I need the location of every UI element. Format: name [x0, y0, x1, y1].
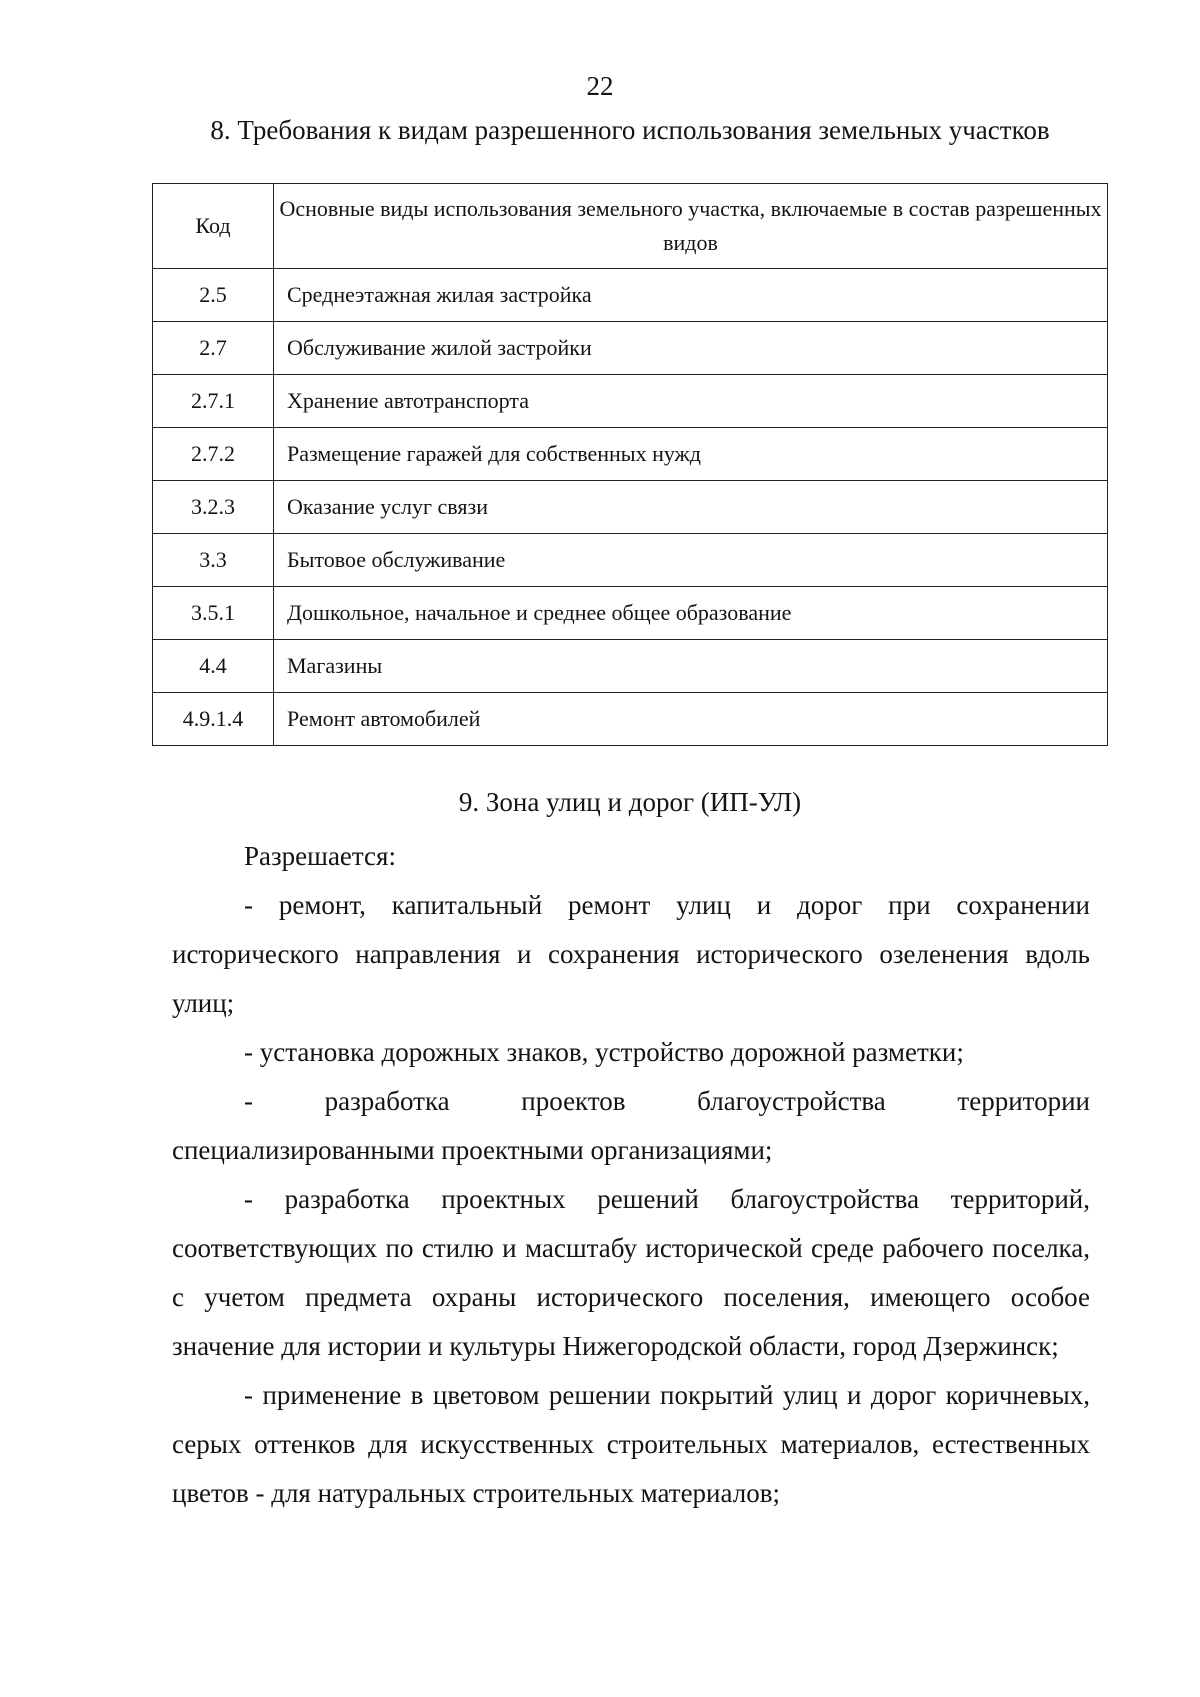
- column-header-description: Основные виды использования земельного участка, включаемые в состав разрешенных видов: [274, 184, 1108, 269]
- permission-item: - разработка проектов благоустройства территории специализированными проектными организациями;: [172, 1086, 1090, 1165]
- table-row: [153, 375, 1108, 428]
- section-8-title: 8. Требования к видам разрешенного использования земельных участков: [210, 115, 1050, 145]
- table-row: [153, 322, 1108, 375]
- row-code: 2.7.1: [153, 375, 274, 428]
- row-code: 2.7: [153, 322, 274, 375]
- page-number: 22: [586, 71, 614, 101]
- permitted-uses-table: [152, 183, 1108, 746]
- row-code: 2.7.2: [153, 428, 274, 481]
- row-description: Дошкольное, начальное и среднее общее образование: [274, 587, 1108, 640]
- table-row: [153, 269, 1108, 322]
- row-code: 4.9.1.4: [153, 693, 274, 746]
- row-code: 3.5.1: [153, 587, 274, 640]
- section-9-body: [172, 832, 1090, 1518]
- row-description: Бытовое обслуживание: [274, 534, 1108, 587]
- row-description: Оказание услуг связи: [274, 481, 1108, 534]
- row-code: 2.5: [153, 269, 274, 322]
- row-description: Магазины: [274, 640, 1108, 693]
- row-description: Хранение автотранспорта: [274, 375, 1108, 428]
- row-description: Размещение гаражей для собственных нужд: [274, 428, 1108, 481]
- table-row: [153, 428, 1108, 481]
- row-description: Ремонт автомобилей: [274, 693, 1108, 746]
- row-description: Обслуживание жилой застройки: [274, 322, 1108, 375]
- table-header-row: [153, 184, 1108, 269]
- table-row: [153, 534, 1108, 587]
- permission-item: - ремонт, капитальный ремонт улиц и дорог при сохранении исторического направления и сохранения исторического озеленения вдоль улиц;: [172, 890, 1090, 1018]
- permission-item: - применение в цветовом решении покрытий улиц и дорог коричневых, серых оттенков для искусственных строительных материалов, естественных цветов - для натуральных строительных материалов;: [172, 1380, 1090, 1508]
- permission-intro: Разрешается:: [244, 841, 396, 871]
- table-row: [153, 693, 1108, 746]
- permission-item: - разработка проектных решений благоустройства территорий, соответствующих по стилю и масштабу исторической среде рабочего поселка, с учетом предмета охраны исторического поселения, имеющего особое значение для истории и культуры Нижегородской области, город Дзержинск;: [172, 1184, 1090, 1361]
- row-code: 3.3: [153, 534, 274, 587]
- column-header-code: Код: [153, 184, 274, 269]
- table-row: [153, 587, 1108, 640]
- row-code: 4.4: [153, 640, 274, 693]
- table-row: [153, 481, 1108, 534]
- row-code: 3.2.3: [153, 481, 274, 534]
- table-row: [153, 640, 1108, 693]
- row-description: Среднеэтажная жилая застройка: [274, 269, 1108, 322]
- permission-item: - установка дорожных знаков, устройство дорожной разметки;: [244, 1037, 964, 1067]
- section-9-title: 9. Зона улиц и дорог (ИП-УЛ): [458, 787, 802, 817]
